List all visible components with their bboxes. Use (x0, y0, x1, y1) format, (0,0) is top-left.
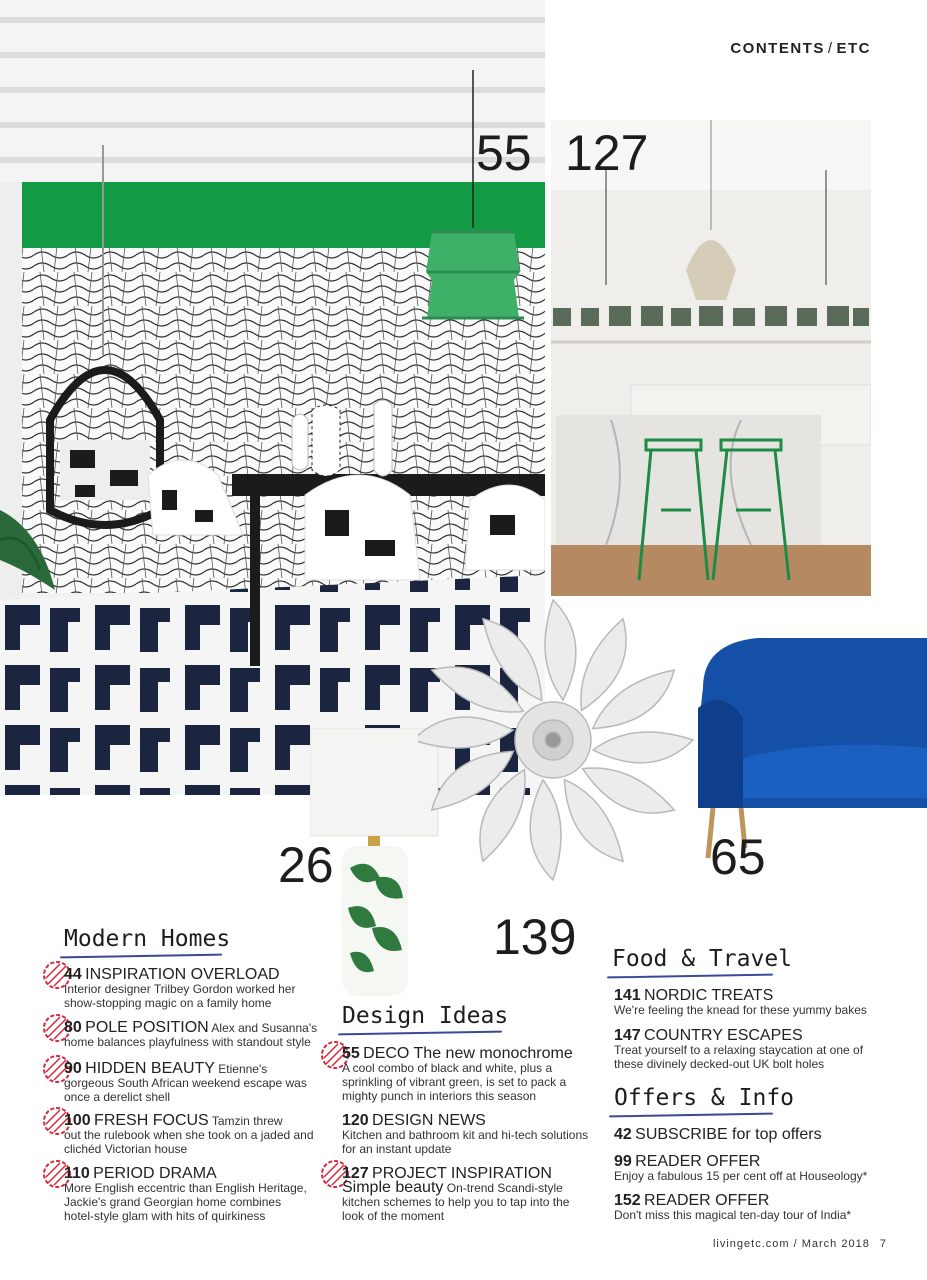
modern-homes-underline (60, 954, 222, 959)
item-page-number: 141 (614, 987, 641, 1004)
item-description: home balances playfulness with standout style (64, 1035, 311, 1049)
item-title: INSPIRATION OVERLOAD (85, 966, 280, 983)
item-page-number: 90 (64, 1060, 82, 1077)
list-item[interactable] (64, 1114, 324, 1156)
list-item[interactable] (614, 989, 884, 1017)
ceiling-rose-photo (418, 590, 708, 890)
item-description: Enjoy a fabulous 15 per cent off at Houseology* (614, 1169, 868, 1183)
item-page-number: 44 (64, 966, 82, 983)
item-page-number: 55 (342, 1045, 360, 1062)
list-item[interactable] (342, 1047, 597, 1103)
footer-site: livingetc.com (712, 1238, 790, 1250)
item-lead: Alex and Susanna's (211, 1021, 318, 1035)
item-title: POLE POSITION (85, 1019, 209, 1036)
food-travel-heading: Food & Travel (612, 946, 793, 972)
list-item[interactable] (64, 1167, 309, 1223)
item-description: gorgeous South African weekend escape was once a derelict shell (64, 1076, 307, 1104)
offers-info-heading: Offers & Info (614, 1085, 795, 1111)
item-lead: Etienne's (218, 1062, 268, 1076)
item-description: Kitchen and bathroom kit and hi-tech solutions for an instant update (342, 1128, 589, 1156)
item-title: FRESH FOCUS (94, 1112, 209, 1129)
item-description: kitchen schemes to help you to tap into the look of the moment (342, 1195, 570, 1223)
item-description: We're feeling the knead for these yummy bakes (614, 1003, 867, 1017)
footer-issue: March 2018 (801, 1238, 870, 1250)
design-ideas-heading: Design Ideas (342, 1003, 509, 1029)
item-page-number: 80 (64, 1019, 82, 1036)
item-lead: On-trend Scandi-style (446, 1181, 563, 1195)
list-item[interactable] (64, 968, 324, 1010)
list-item[interactable] (614, 1155, 904, 1183)
list-item[interactable] (64, 1021, 324, 1049)
footer-page-number: 7 (879, 1238, 887, 1250)
list-item[interactable] (614, 1128, 894, 1142)
list-item[interactable] (614, 1194, 904, 1222)
item-page-number: 152 (614, 1192, 641, 1209)
item-description: A cool combo of black and white, plus a sprinkling of vibrant green, is set to pack a mighty punch in interiors this season (342, 1061, 567, 1103)
item-title: PROJECT INSPIRATION (372, 1165, 552, 1182)
design-ideas-underline (338, 1031, 502, 1036)
section-header (730, 40, 871, 57)
page-number-127: 127 (565, 125, 649, 181)
page-number-26: 26 (278, 837, 334, 893)
item-page-number: 100 (64, 1112, 91, 1129)
item-title: NORDIC TREATS (644, 987, 774, 1004)
item-page-number: 127 (342, 1165, 369, 1182)
page-number-65: 65 (710, 829, 766, 885)
list-item[interactable] (342, 1167, 592, 1223)
item-title: PERIOD DRAMA (93, 1165, 217, 1182)
kitchen-illustration (551, 120, 871, 596)
item-description: Interior designer Trilbey Gordon worked her show-stopping magic on a family home (64, 982, 296, 1010)
modern-homes-heading: Modern Homes (64, 926, 231, 952)
item-description: out the rulebook when she took on a jaded and clichéd Victorian house (64, 1128, 314, 1156)
header-contents: CONTENTS (730, 40, 825, 57)
item-description: More English eccentric than English Heritage, Jackie's grand Georgian home combines hotel-style glam with hits of quirkiness (64, 1181, 307, 1223)
item-lead: Tamzin threw (211, 1114, 283, 1128)
item-page-number: 42 (614, 1126, 632, 1143)
header-slash: / (827, 40, 834, 57)
item-title: READER OFFER (644, 1192, 770, 1209)
item-title: READER OFFER (635, 1153, 761, 1170)
item-page-number: 120 (342, 1112, 369, 1129)
item-subtitle: Simple beauty (342, 1179, 444, 1196)
item-title: COUNTRY ESCAPES (644, 1027, 803, 1044)
item-description: Treat yourself to a relaxing staycation at one of these divinely decked-out UK bolt holes (614, 1043, 864, 1071)
header-etc: ETC (836, 40, 871, 57)
list-item[interactable] (614, 1029, 864, 1071)
food-travel-underline (607, 974, 773, 979)
item-page-number: 110 (64, 1165, 90, 1182)
page-number-55: 55 (476, 125, 532, 181)
item-page-number: 147 (614, 1027, 641, 1044)
ceiling-rose-illustration (418, 590, 708, 890)
kitchen-photo (551, 120, 871, 596)
item-title: SUBSCRIBE for top offers (635, 1126, 822, 1143)
item-title: DECO The new monochrome (363, 1045, 573, 1062)
page-footer (713, 1238, 887, 1250)
item-description: Don't miss this magical ten-day tour of India* (614, 1208, 852, 1222)
offers-info-underline (609, 1113, 773, 1118)
list-item[interactable] (342, 1114, 597, 1156)
page-number-139: 139 (493, 909, 577, 965)
footer-separator: / (793, 1238, 798, 1250)
item-title: HIDDEN BEAUTY (85, 1060, 215, 1077)
item-page-number: 99 (614, 1153, 632, 1170)
list-item[interactable] (64, 1062, 324, 1104)
item-title: DESIGN NEWS (372, 1112, 486, 1129)
